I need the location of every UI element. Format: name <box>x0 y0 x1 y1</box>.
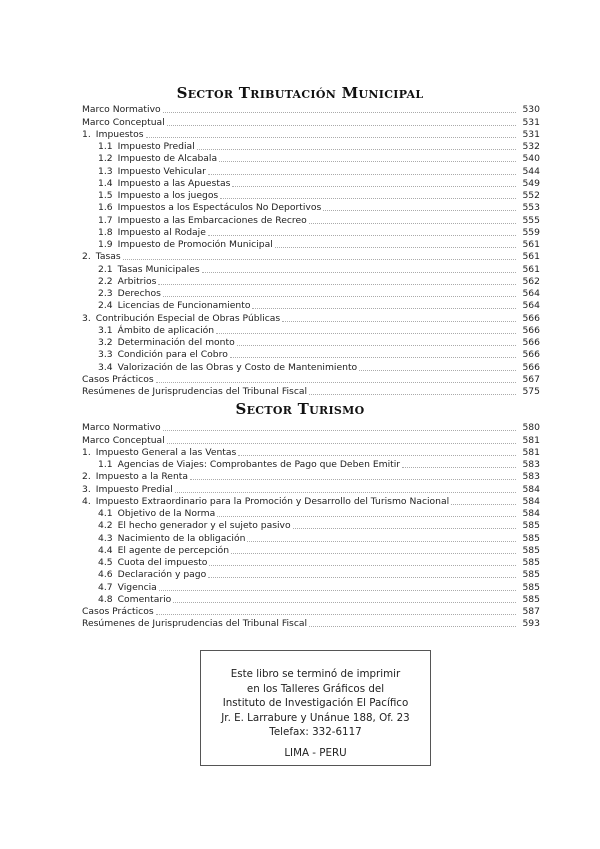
toc-entry-label: Resúmenes de Jurisprudencias del Tribunal Fiscal <box>82 618 308 630</box>
toc-entry <box>82 434 540 446</box>
toc-entry-label: Impuesto Predial <box>117 141 195 152</box>
toc-entry-page: 585 <box>522 593 540 605</box>
colophon-line: Este libro se terminó de imprimir <box>230 668 401 680</box>
toc-entry-page: 562 <box>522 275 540 287</box>
toc-entry-number: 1.7 <box>98 214 113 226</box>
toc-entry-label: Impuesto de Alcabala <box>117 153 218 165</box>
toc-entry-page: 584 <box>522 508 540 519</box>
toc-entry-number: 1.3 <box>98 165 113 177</box>
toc-entry <box>82 190 540 202</box>
toc-entry <box>82 374 540 386</box>
toc-entry-page: 566 <box>522 312 540 324</box>
toc-entry-label: Licencias de Funcionamiento <box>117 300 251 312</box>
dot-leader <box>252 308 516 309</box>
toc-entry-number: 3. <box>82 312 91 324</box>
toc-entry-label: Valorización de las Obras y Costo de Mantenimiento <box>117 361 358 373</box>
dot-leader <box>123 259 516 260</box>
toc-entry-number: 4.5 <box>98 557 113 568</box>
dot-leader <box>190 479 516 480</box>
toc-entry-page: 561 <box>522 263 540 275</box>
toc-entry-page: 561 <box>522 239 540 250</box>
toc-entry <box>82 288 540 300</box>
toc-entry <box>82 496 540 508</box>
dot-leader <box>208 577 516 578</box>
toc-entry-number: 4. <box>82 495 91 507</box>
toc-entry-label: Casos Prácticos <box>82 373 154 385</box>
toc-entry-label: Agencias de Viajes: Comprobantes de Pago que Deben Emitir <box>117 459 401 470</box>
section-title-tributacion-municipal: Sector Tributación Municipal <box>176 84 424 102</box>
toc-entry-page: 531 <box>522 116 540 128</box>
toc-entry-label: Casos Prácticos <box>82 606 154 617</box>
toc-entry-page: 555 <box>522 214 540 226</box>
toc-entry <box>82 300 540 312</box>
dot-leader <box>167 443 516 444</box>
toc-entry-page: 567 <box>522 373 540 385</box>
toc-entry <box>82 104 540 116</box>
toc-entry <box>82 227 540 239</box>
toc-entry-number: 2.3 <box>98 288 113 299</box>
toc-entry-page: 587 <box>522 606 540 617</box>
toc-entry-number: 2.4 <box>98 300 113 312</box>
toc-entry-label: Impuesto Extraordinario para la Promoción y Desarrollo del Turismo Nacional <box>95 495 450 507</box>
toc-entry <box>82 386 540 398</box>
colophon-city: LIMA - PERU <box>284 746 347 759</box>
toc-entry <box>82 569 540 581</box>
toc-entry-page: 540 <box>522 153 540 165</box>
toc-entry-page: 583 <box>522 471 540 483</box>
dot-leader <box>197 149 516 150</box>
toc-entry-label: Tasas <box>95 251 121 263</box>
toc-entry-number: 3.1 <box>98 324 113 336</box>
toc-entry <box>82 520 540 532</box>
dot-leader <box>219 161 516 162</box>
toc-entry-label: El agente de percepción <box>117 544 230 556</box>
toc-entry-page: 566 <box>522 324 540 336</box>
toc-turismo <box>82 422 540 630</box>
toc-entry-page: 575 <box>522 386 540 397</box>
toc-entry-page: 553 <box>522 202 540 214</box>
toc-entry-number: 4.3 <box>98 532 113 544</box>
toc-entry-page: 585 <box>522 581 540 593</box>
toc-entry-page: 552 <box>522 190 540 201</box>
toc-entry-label: Condición para el Cobro <box>117 349 228 361</box>
section-title-turismo: Sector Turismo <box>235 400 365 418</box>
toc-entry <box>82 422 540 434</box>
toc-entry-page: 566 <box>522 337 540 348</box>
toc-entry <box>82 471 540 483</box>
dot-leader <box>146 137 516 138</box>
toc-entry <box>82 239 540 251</box>
toc-entry-label: Marco Normativo <box>82 104 161 116</box>
toc-entry <box>82 337 540 349</box>
toc-entry-label: El hecho generador y el sujeto pasivo <box>117 520 291 532</box>
dot-leader <box>231 553 516 554</box>
toc-entry-page: 544 <box>522 165 540 177</box>
toc-entry <box>82 349 540 361</box>
toc-entry <box>82 557 540 569</box>
toc-entry-label: Objetivo de la Norma <box>117 508 216 519</box>
toc-entry-page: 583 <box>522 459 540 470</box>
toc-entry <box>82 165 540 177</box>
toc-entry <box>82 447 540 459</box>
toc-entry-label: Impuesto Vehicular <box>117 165 206 177</box>
toc-entry-number: 3.4 <box>98 361 113 373</box>
dot-leader <box>282 321 516 322</box>
toc-entry <box>82 594 540 606</box>
toc-entry-label: Vigencia <box>117 581 157 593</box>
toc-entry-page: 566 <box>522 349 540 361</box>
toc-entry-page: 549 <box>522 177 540 189</box>
dot-leader <box>216 333 516 334</box>
toc-entry-number: 1.9 <box>98 239 113 250</box>
toc-tributacion-municipal <box>82 104 540 398</box>
toc-entry-label: Impuesto a las Embarcaciones de Recreo <box>117 214 307 226</box>
toc-entry-number: 1.5 <box>98 190 113 201</box>
dot-leader <box>175 492 516 493</box>
toc-entry-number: 4.4 <box>98 544 113 556</box>
toc-entry-number: 2. <box>82 251 91 263</box>
toc-entry-label: Marco Conceptual <box>82 116 165 128</box>
toc-entry-page: 585 <box>522 532 540 544</box>
toc-entry-label: Impuesto a las Apuestas <box>117 177 231 189</box>
toc-entry-page: 585 <box>522 569 540 581</box>
toc-entry-page: 530 <box>522 104 540 116</box>
colophon-box <box>200 650 431 766</box>
dot-leader <box>220 198 516 199</box>
toc-entry-number: 4.7 <box>98 581 113 593</box>
toc-entry-number: 2.2 <box>98 275 113 287</box>
toc-entry <box>82 116 540 128</box>
toc-entry-page: 581 <box>522 434 540 446</box>
toc-entry-label: Marco Conceptual <box>82 434 165 446</box>
toc-entry-label: Contribución Especial de Obras Públicas <box>95 312 281 324</box>
toc-entry <box>82 178 540 190</box>
toc-entry-label: Impuesto Predial <box>95 483 173 495</box>
toc-entry-label: Impuesto de Promoción Municipal <box>117 239 273 250</box>
toc-entry-label: Marco Normativo <box>82 422 161 434</box>
toc-entry <box>82 545 540 557</box>
dot-leader <box>309 626 516 627</box>
dot-leader <box>163 296 516 297</box>
toc-entry-number: 3. <box>82 483 91 495</box>
toc-entry <box>82 606 540 618</box>
toc-entry <box>82 618 540 630</box>
toc-entry-number: 2. <box>82 471 91 483</box>
toc-entry <box>82 141 540 153</box>
toc-entry <box>82 508 540 520</box>
toc-entry-label: Impuesto al Rodaje <box>117 226 206 238</box>
toc-entry <box>82 459 540 471</box>
dot-leader <box>293 528 516 529</box>
toc-entry-page: 584 <box>522 495 540 507</box>
toc-entry-label: Cuota del impuesto <box>117 557 208 568</box>
colophon-line: Telefax: 332-6117 <box>269 726 362 738</box>
toc-entry-label: Comentario <box>117 593 172 605</box>
toc-entry-page: 531 <box>522 128 540 140</box>
dot-leader <box>359 370 516 371</box>
toc-entry-page: 585 <box>522 557 540 568</box>
dot-leader <box>208 235 516 236</box>
toc-entry <box>82 361 540 373</box>
colophon-line: Jr. E. Larrabure y Unánue 188, Of. 23 <box>221 711 410 724</box>
toc-entry-label: Impuesto a los juegos <box>117 190 219 201</box>
toc-entry-number: 1.8 <box>98 226 113 238</box>
colophon-line: Instituto de Investigación El Pacífico <box>222 697 409 709</box>
toc-entry-page: 559 <box>522 226 540 238</box>
toc-entry-page: 593 <box>522 618 540 630</box>
toc-entry-label: Derechos <box>117 288 161 299</box>
toc-entry-label: Nacimiento de la obligación <box>117 532 246 544</box>
dot-leader <box>167 125 516 126</box>
dot-leader <box>159 590 516 591</box>
toc-entry <box>82 483 540 495</box>
toc-entry-label: Resúmenes de Jurisprudencias del Tribunal Fiscal <box>82 386 308 397</box>
toc-entry-number: 1.2 <box>98 153 113 165</box>
toc-entry-number: 4.8 <box>98 593 113 605</box>
toc-entry-number: 1. <box>82 128 91 140</box>
dot-leader <box>163 112 516 113</box>
dot-leader <box>156 382 516 383</box>
toc-entry-number: 1.6 <box>98 202 113 214</box>
toc-entry-label: Declaración y pago <box>117 569 207 581</box>
dot-leader <box>309 394 516 395</box>
toc-entry-page: 584 <box>522 483 540 495</box>
dot-leader <box>309 223 516 224</box>
toc-entry-page: 566 <box>522 361 540 373</box>
toc-entry <box>82 214 540 226</box>
toc-entry-page: 564 <box>522 288 540 299</box>
dot-leader <box>238 455 516 456</box>
dot-leader <box>451 504 516 505</box>
toc-entry-number: 4.1 <box>98 508 113 519</box>
toc-entry <box>82 276 540 288</box>
dot-leader <box>209 565 516 566</box>
dot-leader <box>202 272 516 273</box>
toc-entry-number: 1.1 <box>98 459 113 470</box>
toc-entry-number: 1.4 <box>98 177 113 189</box>
toc-entry-label: Impuestos a los Espectáculos No Deportivos <box>117 202 322 214</box>
colophon-line: en los Talleres Gráficos del <box>246 682 385 695</box>
toc-entry-page: 585 <box>522 520 540 532</box>
dot-leader <box>402 467 516 468</box>
toc-entry-number: 4.2 <box>98 520 113 532</box>
toc-entry-number: 3.3 <box>98 349 113 361</box>
toc-entry-number: 2.1 <box>98 263 113 275</box>
toc-entry-label: Impuesto a la Renta <box>95 471 189 483</box>
dot-leader <box>217 516 516 517</box>
dot-leader <box>230 357 516 358</box>
dot-leader <box>237 345 516 346</box>
dot-leader <box>163 430 516 431</box>
toc-entry-label: Determinación del monto <box>117 337 235 348</box>
toc-entry-number: 4.6 <box>98 569 113 581</box>
dot-leader <box>247 541 516 542</box>
toc-entry <box>82 202 540 214</box>
toc-entry-label: Tasas Municipales <box>117 263 200 275</box>
toc-entry-page: 580 <box>522 422 540 434</box>
toc-entry <box>82 263 540 275</box>
toc-entry <box>82 129 540 141</box>
toc-entry-page: 532 <box>522 141 540 152</box>
dot-leader <box>323 210 516 211</box>
dot-leader <box>173 602 516 603</box>
dot-leader <box>158 284 516 285</box>
dot-leader <box>275 247 516 248</box>
toc-entry-label: Impuesto General a las Ventas <box>95 446 237 458</box>
toc-entry-number: 3.2 <box>98 337 113 348</box>
toc-entry <box>82 251 540 263</box>
toc-entry <box>82 153 540 165</box>
toc-entry-page: 581 <box>522 446 540 458</box>
toc-entry-page: 564 <box>522 300 540 312</box>
dot-leader <box>232 186 516 187</box>
toc-entry <box>82 312 540 324</box>
toc-entry <box>82 581 540 593</box>
toc-entry-page: 585 <box>522 544 540 556</box>
toc-entry-page: 561 <box>522 251 540 263</box>
dot-leader <box>208 174 516 175</box>
toc-entry <box>82 325 540 337</box>
toc-entry-label: Arbitrios <box>117 275 157 287</box>
toc-entry-number: 1. <box>82 446 91 458</box>
toc-entry-label: Ámbito de aplicación <box>117 324 215 336</box>
toc-entry-number: 1.1 <box>98 141 113 152</box>
toc-entry <box>82 532 540 544</box>
toc-entry-label: Impuestos <box>95 128 144 140</box>
dot-leader <box>156 614 516 615</box>
